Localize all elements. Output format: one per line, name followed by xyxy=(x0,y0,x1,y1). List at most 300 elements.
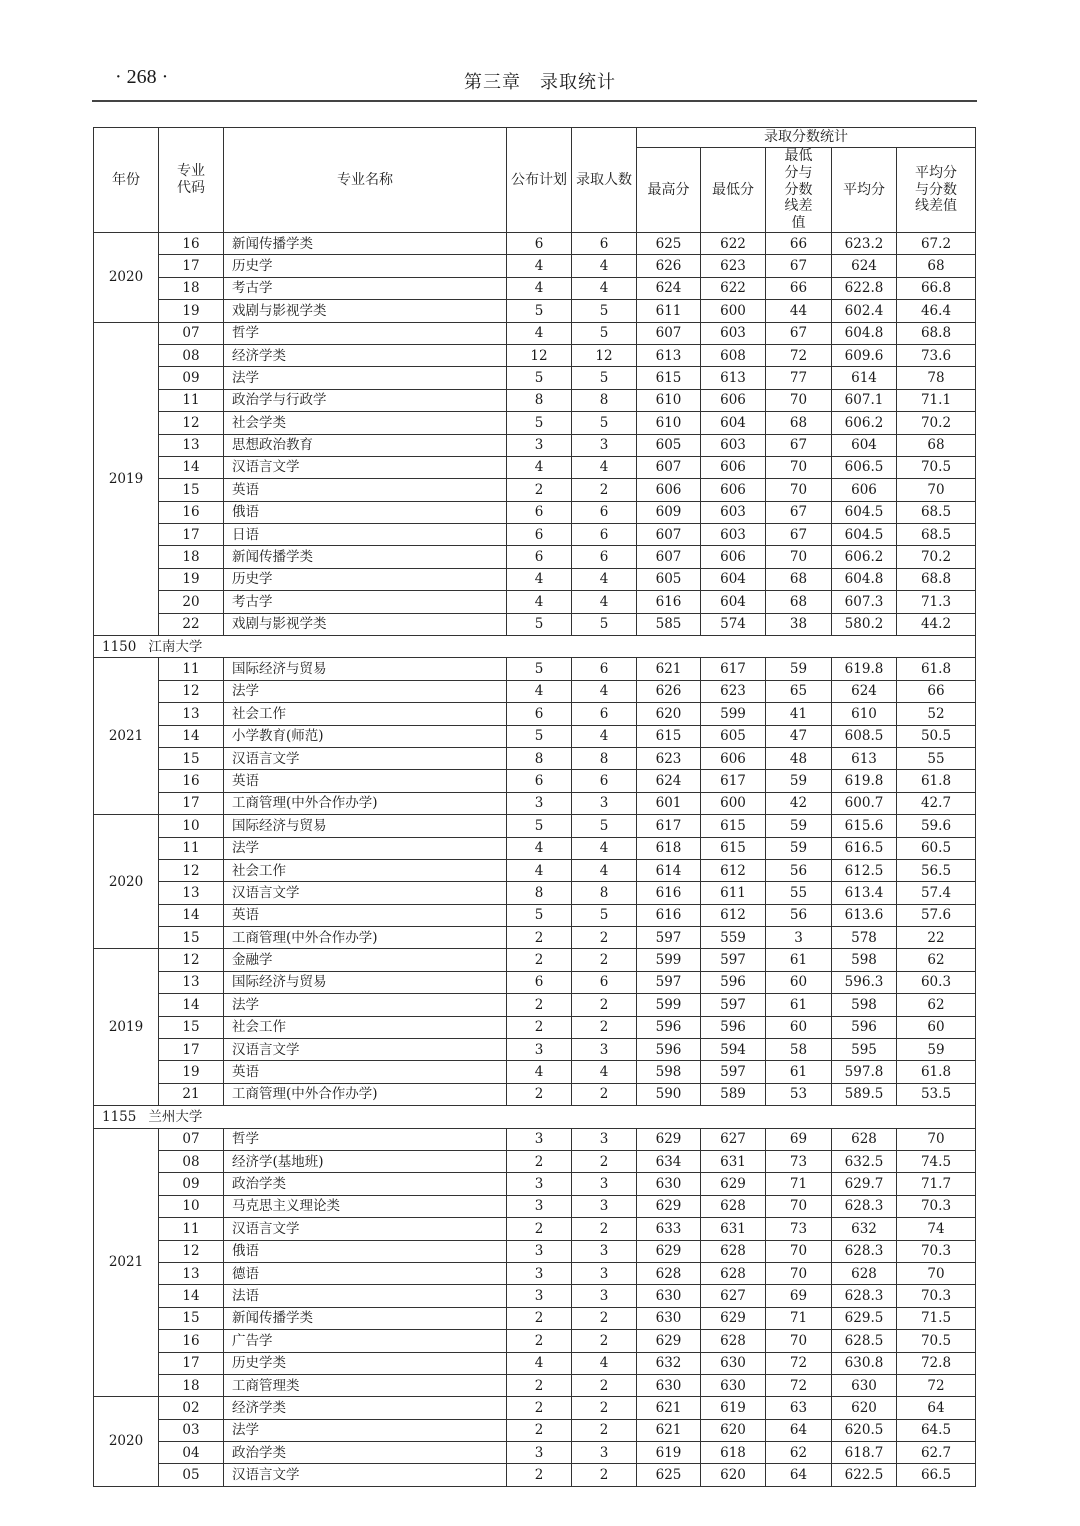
major-code: 13 xyxy=(159,971,224,993)
min-score: 594 xyxy=(701,1039,766,1061)
admitted-count: 3 xyxy=(572,1262,637,1284)
avg-score: 622.8 xyxy=(832,277,897,299)
avg-score: 607.3 xyxy=(832,591,897,613)
max-score: 599 xyxy=(637,994,701,1016)
min-score: 600 xyxy=(701,300,766,322)
admitted-count: 5 xyxy=(572,367,637,389)
min-diff: 56 xyxy=(766,859,832,881)
avg-diff: 72.8 xyxy=(897,1352,976,1374)
avg-diff: 68 xyxy=(897,255,976,277)
avg-diff: 68.5 xyxy=(897,501,976,523)
table-row xyxy=(94,904,976,926)
plan-count: 3 xyxy=(507,1173,572,1195)
min-diff: 58 xyxy=(766,1039,832,1061)
avg-diff: 72 xyxy=(897,1374,976,1396)
table-row xyxy=(94,300,976,322)
avg-diff: 62.7 xyxy=(897,1442,976,1464)
min-diff: 64 xyxy=(766,1464,832,1486)
major-code: 15 xyxy=(159,1016,224,1038)
plan-count: 2 xyxy=(507,927,572,949)
max-score: 610 xyxy=(637,389,701,411)
admitted-count: 2 xyxy=(572,1218,637,1240)
avg-score: 604.5 xyxy=(832,524,897,546)
avg-diff: 61.8 xyxy=(897,1061,976,1083)
year-cell: 2021 xyxy=(94,1128,159,1397)
admitted-count: 2 xyxy=(572,1307,637,1329)
table-row xyxy=(94,479,976,501)
major-name: 小学教育(师范) xyxy=(224,725,507,747)
major-code: 20 xyxy=(159,591,224,613)
min-diff: 70 xyxy=(766,1330,832,1352)
major-code: 19 xyxy=(159,300,224,322)
major-code: 18 xyxy=(159,277,224,299)
avg-score: 610 xyxy=(832,703,897,725)
major-code: 09 xyxy=(159,367,224,389)
plan-count: 2 xyxy=(507,1218,572,1240)
min-diff: 67 xyxy=(766,434,832,456)
min-diff: 66 xyxy=(766,277,832,299)
major-code: 02 xyxy=(159,1397,224,1419)
avg-score: 628 xyxy=(832,1128,897,1150)
min-score: 617 xyxy=(701,770,766,792)
avg-score: 624 xyxy=(832,680,897,702)
major-name: 日语 xyxy=(224,524,507,546)
plan-count: 5 xyxy=(507,904,572,926)
major-name: 经济学类 xyxy=(224,1397,507,1419)
max-score: 629 xyxy=(637,1128,701,1150)
min-diff: 59 xyxy=(766,815,832,837)
major-name: 历史学类 xyxy=(224,1352,507,1374)
plan-count: 2 xyxy=(507,1307,572,1329)
min-diff: 61 xyxy=(766,994,832,1016)
major-code: 10 xyxy=(159,1195,224,1217)
max-score: 590 xyxy=(637,1083,701,1105)
admitted-count: 4 xyxy=(572,837,637,859)
min-diff: 70 xyxy=(766,546,832,568)
major-code: 11 xyxy=(159,658,224,680)
avg-score: 623.2 xyxy=(832,232,897,254)
max-score: 630 xyxy=(637,1173,701,1195)
school-row xyxy=(94,636,976,658)
avg-score: 628.3 xyxy=(832,1285,897,1307)
table-row xyxy=(94,1464,976,1486)
admitted-count: 6 xyxy=(572,971,637,993)
table-row xyxy=(94,1218,976,1240)
plan-count: 4 xyxy=(507,837,572,859)
min-diff: 42 xyxy=(766,792,832,814)
min-diff: 73 xyxy=(766,1151,832,1173)
avg-score: 598 xyxy=(832,949,897,971)
major-code: 09 xyxy=(159,1173,224,1195)
avg-diff: 64 xyxy=(897,1397,976,1419)
avg-diff: 66.5 xyxy=(897,1464,976,1486)
plan-count: 3 xyxy=(507,1195,572,1217)
admitted-count: 4 xyxy=(572,725,637,747)
table-row xyxy=(94,1083,976,1105)
major-name: 国际经济与贸易 xyxy=(224,971,507,993)
plan-count: 2 xyxy=(507,1397,572,1419)
max-score: 616 xyxy=(637,591,701,613)
major-name: 社会工作 xyxy=(224,703,507,725)
max-score: 614 xyxy=(637,859,701,881)
header-admitted: 录取人数 xyxy=(572,128,637,233)
plan-count: 2 xyxy=(507,1419,572,1441)
table-row xyxy=(94,1151,976,1173)
admitted-count: 12 xyxy=(572,344,637,366)
max-score: 629 xyxy=(637,1330,701,1352)
major-name: 俄语 xyxy=(224,1240,507,1262)
major-name: 汉语言文学 xyxy=(224,456,507,478)
plan-count: 5 xyxy=(507,658,572,680)
min-diff: 69 xyxy=(766,1285,832,1307)
min-diff: 3 xyxy=(766,927,832,949)
avg-score: 628.3 xyxy=(832,1240,897,1262)
table-row xyxy=(94,1419,976,1441)
header-min: 最低分 xyxy=(701,148,766,233)
avg-diff: 52 xyxy=(897,703,976,725)
max-score: 629 xyxy=(637,1240,701,1262)
avg-score: 629.5 xyxy=(832,1307,897,1329)
max-score: 585 xyxy=(637,613,701,635)
min-score: 597 xyxy=(701,994,766,1016)
avg-diff: 61.8 xyxy=(897,770,976,792)
header-score-stats: 录取分数统计 xyxy=(637,128,976,148)
major-code: 14 xyxy=(159,456,224,478)
header-name: 专业名称 xyxy=(224,128,507,233)
major-code: 15 xyxy=(159,747,224,769)
avg-diff: 56.5 xyxy=(897,859,976,881)
avg-score: 606.5 xyxy=(832,456,897,478)
max-score: 607 xyxy=(637,524,701,546)
max-score: 623 xyxy=(637,747,701,769)
admitted-count: 4 xyxy=(572,456,637,478)
plan-count: 3 xyxy=(507,1442,572,1464)
school-name: 江南大学 xyxy=(148,638,203,655)
major-code: 17 xyxy=(159,255,224,277)
major-name: 法学 xyxy=(224,680,507,702)
avg-score: 628 xyxy=(832,1262,897,1284)
major-name: 经济学(基地班) xyxy=(224,1151,507,1173)
admitted-count: 4 xyxy=(572,1061,637,1083)
plan-count: 8 xyxy=(507,882,572,904)
table-row xyxy=(94,1307,976,1329)
school-name: 兰州大学 xyxy=(148,1108,203,1125)
avg-score: 630 xyxy=(832,1374,897,1396)
avg-score: 628.3 xyxy=(832,1195,897,1217)
avg-score: 624 xyxy=(832,255,897,277)
avg-diff: 70.5 xyxy=(897,1330,976,1352)
major-code: 17 xyxy=(159,1039,224,1061)
min-diff: 61 xyxy=(766,949,832,971)
min-score: 603 xyxy=(701,322,766,344)
max-score: 630 xyxy=(637,1307,701,1329)
plan-count: 2 xyxy=(507,1083,572,1105)
plan-count: 5 xyxy=(507,613,572,635)
avg-diff: 66 xyxy=(897,680,976,702)
table-row xyxy=(94,837,976,859)
major-name: 国际经济与贸易 xyxy=(224,815,507,837)
table-row xyxy=(94,367,976,389)
avg-diff: 71.1 xyxy=(897,389,976,411)
min-score: 613 xyxy=(701,367,766,389)
major-code: 15 xyxy=(159,479,224,501)
admitted-count: 2 xyxy=(572,1083,637,1105)
table-row xyxy=(94,434,976,456)
major-name: 新闻传播学类 xyxy=(224,232,507,254)
plan-count: 2 xyxy=(507,1151,572,1173)
page-number: · 268 · xyxy=(115,66,169,88)
avg-diff: 67.2 xyxy=(897,232,976,254)
plan-count: 2 xyxy=(507,994,572,1016)
admitted-count: 6 xyxy=(572,501,637,523)
table-row xyxy=(94,725,976,747)
avg-score: 606.2 xyxy=(832,412,897,434)
min-diff: 72 xyxy=(766,344,832,366)
major-code: 08 xyxy=(159,1151,224,1173)
plan-count: 4 xyxy=(507,680,572,702)
max-score: 630 xyxy=(637,1285,701,1307)
table-row xyxy=(94,524,976,546)
min-diff: 72 xyxy=(766,1374,832,1396)
avg-diff: 71.7 xyxy=(897,1173,976,1195)
avg-score: 600.7 xyxy=(832,792,897,814)
avg-score: 607.1 xyxy=(832,389,897,411)
major-code: 14 xyxy=(159,994,224,1016)
table-row xyxy=(94,591,976,613)
avg-diff: 68.8 xyxy=(897,568,976,590)
max-score: 634 xyxy=(637,1151,701,1173)
table-row xyxy=(94,613,976,635)
year-cell: 2020 xyxy=(94,1397,159,1487)
admitted-count: 3 xyxy=(572,1442,637,1464)
min-score: 628 xyxy=(701,1262,766,1284)
avg-diff: 60.3 xyxy=(897,971,976,993)
min-diff: 68 xyxy=(766,568,832,590)
min-score: 608 xyxy=(701,344,766,366)
header-year: 年份 xyxy=(94,128,159,233)
admitted-count: 3 xyxy=(572,1240,637,1262)
plan-count: 3 xyxy=(507,792,572,814)
header-avg: 平均分 xyxy=(832,148,897,233)
plan-count: 3 xyxy=(507,1262,572,1284)
max-score: 624 xyxy=(637,277,701,299)
major-name: 戏剧与影视学类 xyxy=(224,613,507,635)
max-score: 626 xyxy=(637,255,701,277)
avg-diff: 46.4 xyxy=(897,300,976,322)
min-diff: 59 xyxy=(766,770,832,792)
min-score: 597 xyxy=(701,1061,766,1083)
admitted-count: 3 xyxy=(572,1128,637,1150)
table-row xyxy=(94,456,976,478)
max-score: 596 xyxy=(637,1039,701,1061)
plan-count: 6 xyxy=(507,232,572,254)
major-code: 13 xyxy=(159,703,224,725)
major-name: 德语 xyxy=(224,1262,507,1284)
min-score: 596 xyxy=(701,1016,766,1038)
major-name: 汉语言文学 xyxy=(224,747,507,769)
max-score: 607 xyxy=(637,546,701,568)
year-cell: 2019 xyxy=(94,322,159,635)
avg-score: 622.5 xyxy=(832,1464,897,1486)
min-score: 631 xyxy=(701,1151,766,1173)
min-score: 606 xyxy=(701,747,766,769)
major-name: 考古学 xyxy=(224,277,507,299)
major-name: 广告学 xyxy=(224,1330,507,1352)
major-code: 11 xyxy=(159,837,224,859)
avg-diff: 44.2 xyxy=(897,613,976,635)
min-score: 628 xyxy=(701,1195,766,1217)
table-row xyxy=(94,1128,976,1150)
major-name: 马克思主义理论类 xyxy=(224,1195,507,1217)
avg-diff: 57.4 xyxy=(897,882,976,904)
min-diff: 67 xyxy=(766,524,832,546)
major-code: 10 xyxy=(159,815,224,837)
min-score: 623 xyxy=(701,255,766,277)
header-avg-diff: 平均分与分数线差值 xyxy=(897,148,976,233)
plan-count: 6 xyxy=(507,703,572,725)
table-row xyxy=(94,1262,976,1284)
min-score: 603 xyxy=(701,501,766,523)
table-row xyxy=(94,501,976,523)
avg-diff: 60.5 xyxy=(897,837,976,859)
table-row xyxy=(94,232,976,254)
major-name: 汉语言文学 xyxy=(224,1464,507,1486)
max-score: 605 xyxy=(637,434,701,456)
min-score: 630 xyxy=(701,1352,766,1374)
max-score: 621 xyxy=(637,1397,701,1419)
min-score: 627 xyxy=(701,1285,766,1307)
admitted-count: 2 xyxy=(572,479,637,501)
major-name: 汉语言文学 xyxy=(224,1039,507,1061)
min-score: 559 xyxy=(701,927,766,949)
major-name: 思想政治教育 xyxy=(224,434,507,456)
min-score: 612 xyxy=(701,904,766,926)
avg-diff: 66.8 xyxy=(897,277,976,299)
min-diff: 44 xyxy=(766,300,832,322)
admitted-count: 8 xyxy=(572,882,637,904)
major-name: 社会工作 xyxy=(224,1016,507,1038)
max-score: 626 xyxy=(637,680,701,702)
major-code: 22 xyxy=(159,613,224,635)
table-row xyxy=(94,344,976,366)
avg-diff: 68.8 xyxy=(897,322,976,344)
avg-score: 609.6 xyxy=(832,344,897,366)
major-code: 07 xyxy=(159,322,224,344)
avg-diff: 70.2 xyxy=(897,546,976,568)
max-score: 613 xyxy=(637,344,701,366)
major-code: 19 xyxy=(159,1061,224,1083)
avg-score: 632.5 xyxy=(832,1151,897,1173)
major-code: 16 xyxy=(159,1330,224,1352)
major-code: 12 xyxy=(159,949,224,971)
min-diff: 65 xyxy=(766,680,832,702)
header-plan: 公布计划 xyxy=(507,128,572,233)
major-code: 16 xyxy=(159,232,224,254)
avg-diff: 42.7 xyxy=(897,792,976,814)
min-score: 628 xyxy=(701,1240,766,1262)
min-score: 604 xyxy=(701,591,766,613)
max-score: 621 xyxy=(637,1419,701,1441)
major-code: 16 xyxy=(159,770,224,792)
max-score: 633 xyxy=(637,1218,701,1240)
min-score: 597 xyxy=(701,949,766,971)
max-score: 625 xyxy=(637,1464,701,1486)
admitted-count: 2 xyxy=(572,1464,637,1486)
avg-diff: 50.5 xyxy=(897,725,976,747)
avg-score: 578 xyxy=(832,927,897,949)
admitted-count: 8 xyxy=(572,389,637,411)
max-score: 615 xyxy=(637,725,701,747)
min-diff: 62 xyxy=(766,1442,832,1464)
min-score: 617 xyxy=(701,658,766,680)
avg-score: 620 xyxy=(832,1397,897,1419)
header-max: 最高分 xyxy=(637,148,701,233)
year-cell: 2020 xyxy=(94,232,159,322)
min-score: 603 xyxy=(701,524,766,546)
avg-diff: 64.5 xyxy=(897,1419,976,1441)
table-row xyxy=(94,546,976,568)
avg-score: 604.5 xyxy=(832,501,897,523)
major-code: 18 xyxy=(159,546,224,568)
plan-count: 8 xyxy=(507,747,572,769)
avg-diff: 53.5 xyxy=(897,1083,976,1105)
year-cell: 2019 xyxy=(94,949,159,1106)
avg-score: 580.2 xyxy=(832,613,897,635)
min-score: 605 xyxy=(701,725,766,747)
table-row xyxy=(94,322,976,344)
min-diff: 66 xyxy=(766,232,832,254)
min-score: 606 xyxy=(701,456,766,478)
max-score: 607 xyxy=(637,456,701,478)
admitted-count: 5 xyxy=(572,815,637,837)
table-row xyxy=(94,389,976,411)
admitted-count: 4 xyxy=(572,1352,637,1374)
header-min-diff: 最低分与分数线差值 xyxy=(766,148,832,233)
plan-count: 4 xyxy=(507,859,572,881)
min-diff: 70 xyxy=(766,1195,832,1217)
plan-count: 2 xyxy=(507,949,572,971)
avg-diff: 74 xyxy=(897,1218,976,1240)
table-row xyxy=(94,1016,976,1038)
avg-score: 589.5 xyxy=(832,1083,897,1105)
admitted-count: 4 xyxy=(572,591,637,613)
min-score: 599 xyxy=(701,703,766,725)
admitted-count: 4 xyxy=(572,277,637,299)
max-score: 606 xyxy=(637,479,701,501)
major-name: 工商管理类 xyxy=(224,1374,507,1396)
avg-diff: 60 xyxy=(897,1016,976,1038)
major-name: 社会学类 xyxy=(224,412,507,434)
admitted-count: 3 xyxy=(572,1285,637,1307)
avg-score: 613 xyxy=(832,747,897,769)
min-diff: 67 xyxy=(766,322,832,344)
plan-count: 4 xyxy=(507,277,572,299)
major-name: 新闻传播学类 xyxy=(224,1307,507,1329)
min-score: 620 xyxy=(701,1464,766,1486)
avg-diff: 70 xyxy=(897,1262,976,1284)
admitted-count: 2 xyxy=(572,1330,637,1352)
min-score: 606 xyxy=(701,479,766,501)
avg-diff: 68 xyxy=(897,434,976,456)
avg-diff: 70.5 xyxy=(897,456,976,478)
avg-score: 616.5 xyxy=(832,837,897,859)
table-row xyxy=(94,658,976,680)
max-score: 609 xyxy=(637,501,701,523)
major-code: 15 xyxy=(159,1307,224,1329)
min-score: 622 xyxy=(701,232,766,254)
table-row xyxy=(94,949,976,971)
avg-score: 606.2 xyxy=(832,546,897,568)
